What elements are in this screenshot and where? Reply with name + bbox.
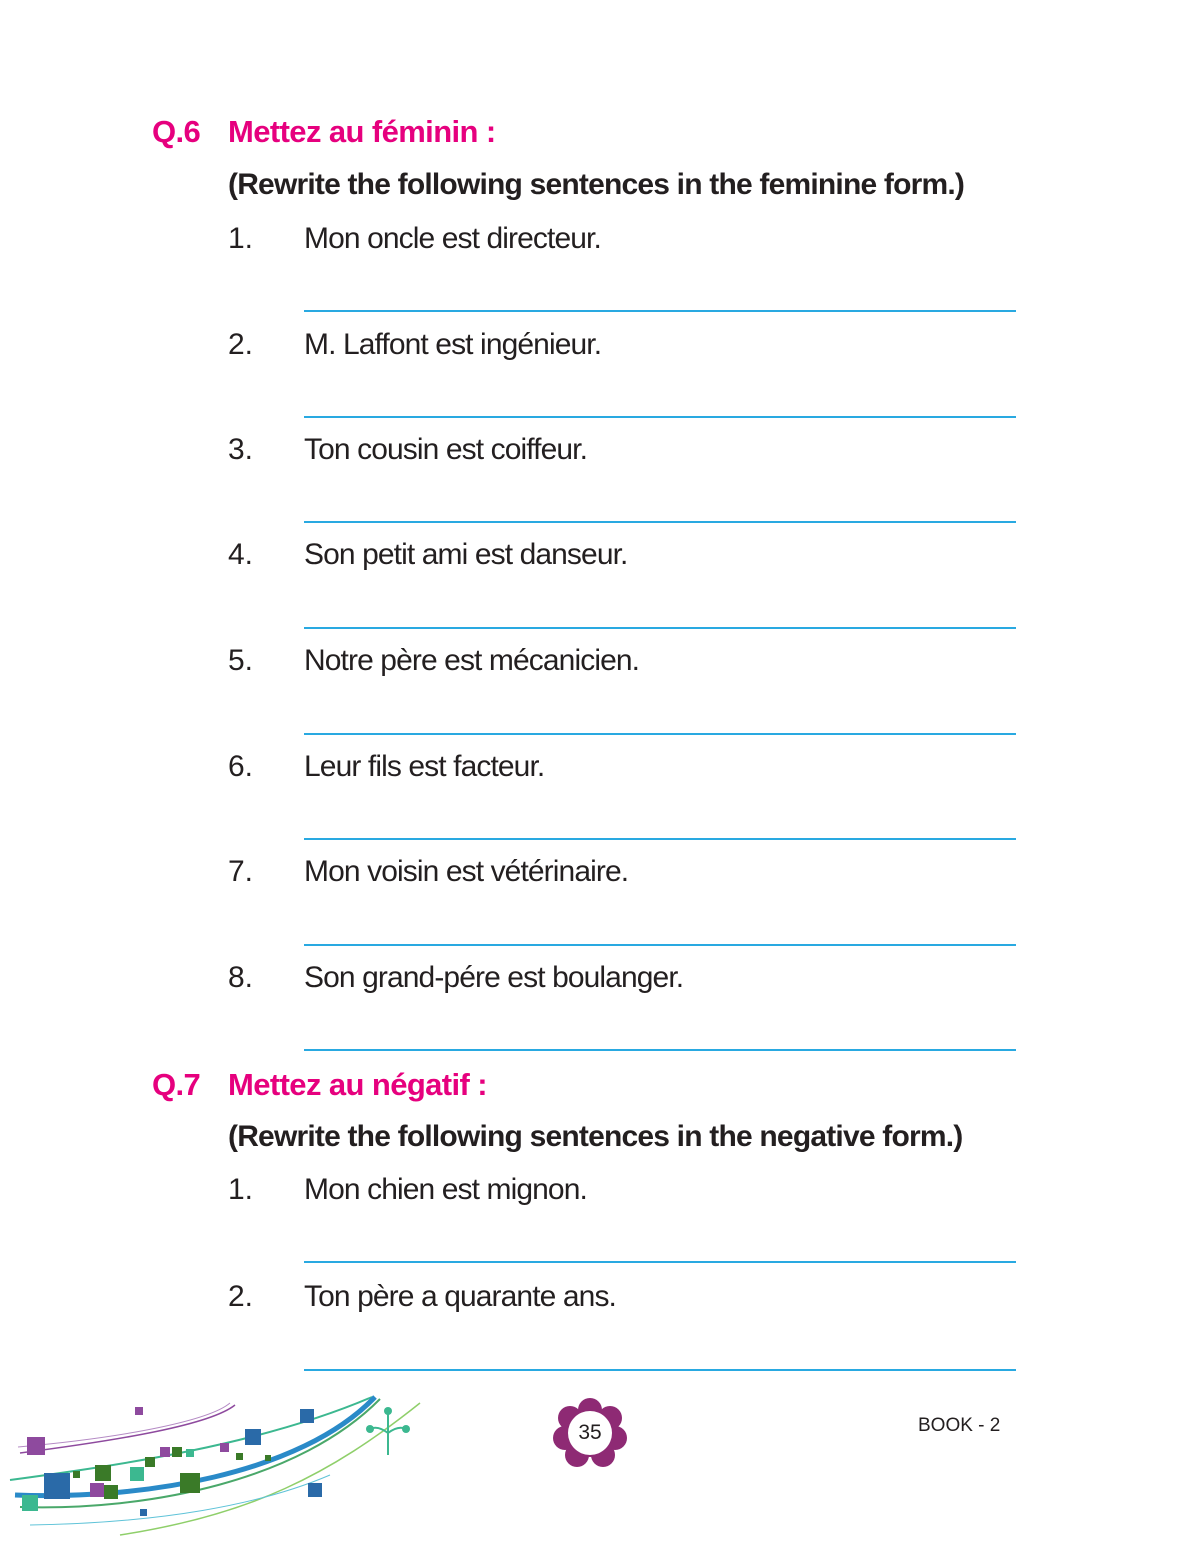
question-7-number: Q.7 (152, 1067, 201, 1102)
q6-item-5-text: Notre père est mécanicien. (304, 644, 640, 677)
q6-item-2-answer-line[interactable] (304, 416, 1016, 418)
q6-item-2-number: 2. (228, 328, 254, 361)
q6-item-7-answer-line[interactable] (304, 944, 1016, 946)
page-number: 35 (578, 1421, 602, 1444)
question-7-instruction: (Rewrite the following sentences in the negative form.) (228, 1120, 963, 1153)
q6-item-3-number: 3. (228, 433, 254, 466)
q7-item-2-text: Ton père a quarante ans. (304, 1280, 616, 1313)
q7-item-1-text: Mon chien est mignon. (304, 1173, 587, 1206)
question-6-instruction: (Rewrite the following sentences in the feminine form.) (228, 168, 965, 201)
wave-squares-decoration-icon (0, 1385, 430, 1545)
question-6-heading (152, 114, 496, 150)
q6-item-1-text: Mon oncle est directeur. (304, 222, 601, 255)
q6-item-3-answer-line[interactable] (304, 521, 1016, 523)
q6-item-3-text: Ton cousin est coiffeur. (304, 433, 588, 466)
q6-item-2-text: M. Laffont est ingénieur. (304, 328, 602, 361)
q6-item-5-number: 5. (228, 644, 254, 677)
question-7-title: Mettez au négatif : (228, 1067, 488, 1102)
q6-item-8-number: 8. (228, 961, 254, 994)
q6-item-4-number: 4. (228, 538, 254, 571)
question-6-title: Mettez au féminin : (228, 114, 496, 149)
q7-item-1-number: 1. (228, 1173, 254, 1206)
q6-item-4-answer-line[interactable] (304, 627, 1016, 629)
question-7-heading (152, 1067, 487, 1103)
q6-item-4-text: Son petit ami est danseur. (304, 538, 628, 571)
q6-item-1-number: 1. (228, 222, 254, 255)
book-label: BOOK - 2 (918, 1415, 1001, 1436)
q6-item-5-answer-line[interactable] (304, 733, 1016, 735)
q6-item-7-text: Mon voisin est vétérinaire. (304, 855, 629, 888)
q6-item-6-text: Leur fils est facteur. (304, 750, 545, 783)
q6-item-6-number: 6. (228, 750, 254, 783)
q6-item-8-answer-line[interactable] (304, 1049, 1016, 1051)
q7-item-1-answer-line[interactable] (304, 1261, 1016, 1263)
q6-item-7-number: 7. (228, 855, 254, 888)
q6-item-1-answer-line[interactable] (304, 310, 1016, 312)
q6-item-6-answer-line[interactable] (304, 838, 1016, 840)
q7-item-2-answer-line[interactable] (304, 1369, 1016, 1371)
q7-item-2-number: 2. (228, 1280, 254, 1313)
question-6-number: Q.6 (152, 114, 201, 149)
q6-item-8-text: Son grand-pére est boulanger. (304, 961, 684, 994)
